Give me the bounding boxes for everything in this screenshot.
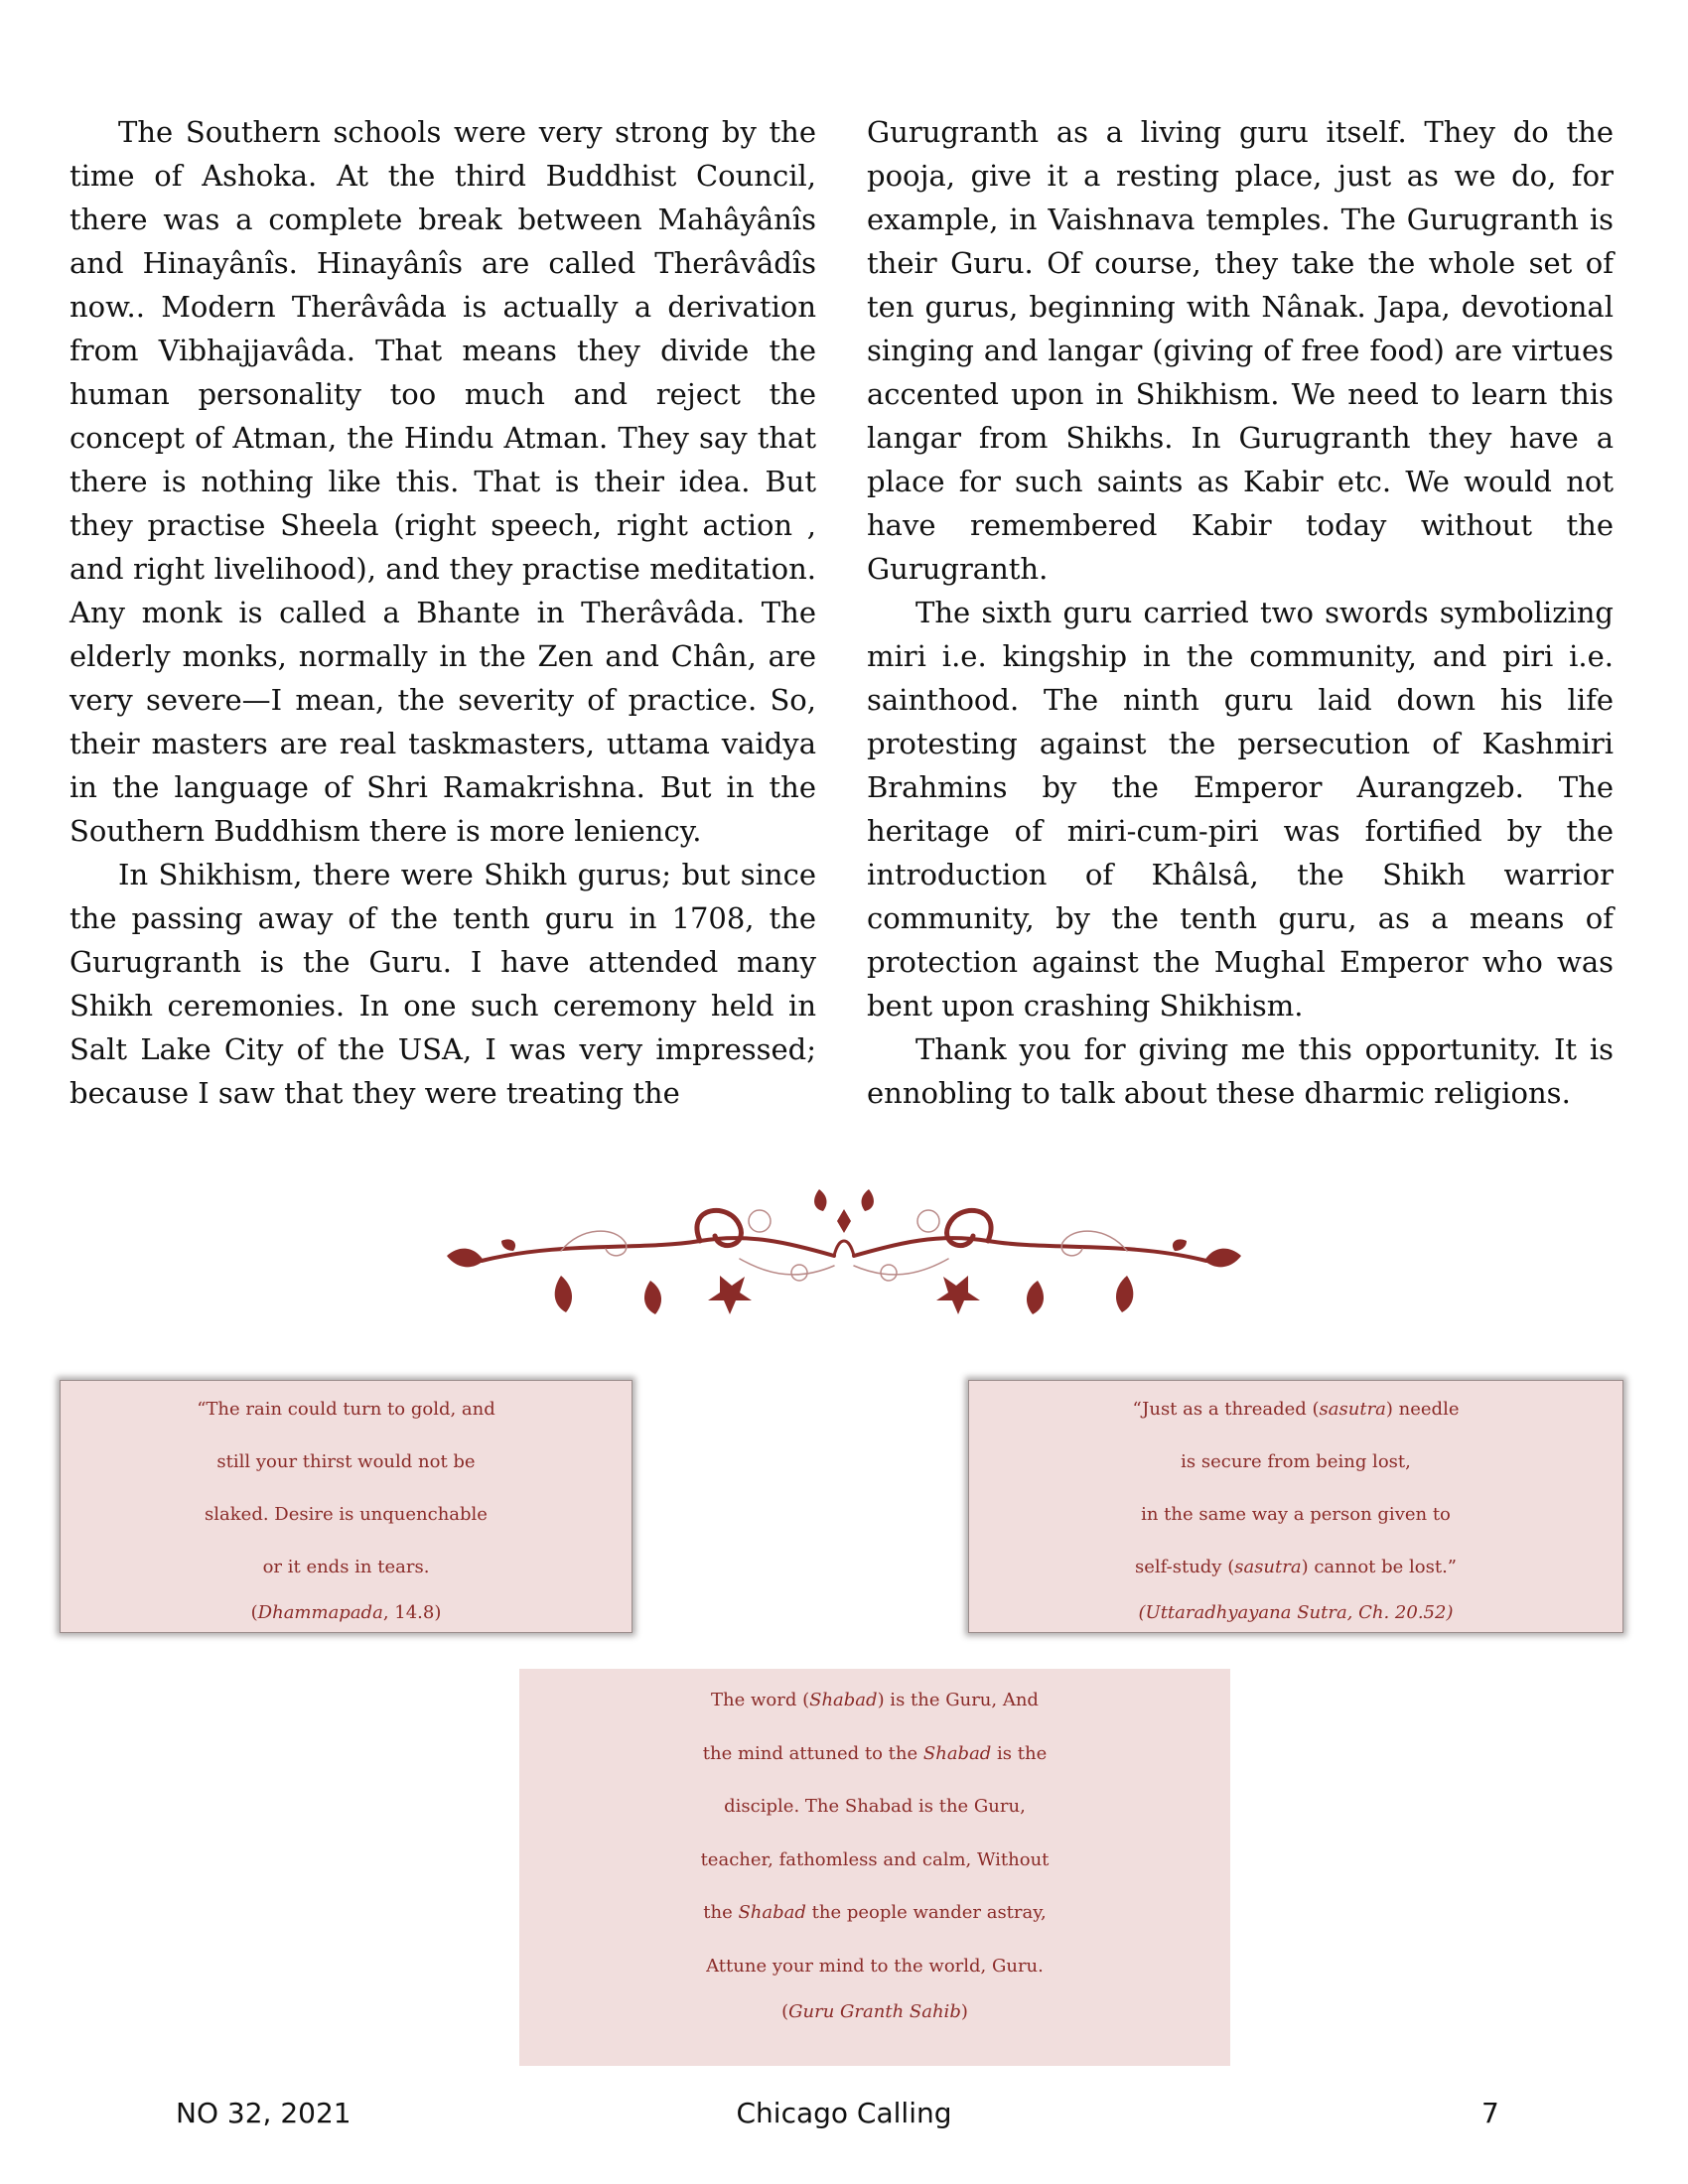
quote-line: The word (Shabad) is the Guru, And	[711, 1690, 1039, 1710]
quote-line: self-study (sasutra) cannot be lost.”	[1134, 1557, 1458, 1577]
article-paragraph: The sixth guru carried two swords symbolizing miri i.e. kingship in the community, and piri i.e. sainthood. The ninth guru laid down his life protesting against the persecution of Kashmiri Brahmins by the Emperor Aurangzeb. The heritage of miri-cum-piri was fortified by the introduction of Khâlsâ, the Shikh warrior community, by the tenth guru, as a means of protection against the Mughal Emperor who was bent upon crashing Shikhism.	[867, 595, 1614, 1023]
quote-line: “Just as a threaded (sasutra) needle	[1132, 1399, 1460, 1420]
article-right-column	[867, 111, 1614, 1116]
article-paragraph: Gurugranth as a living guru itself. They do the pooja, give it a resting place, just as we do, for example, in Vaishnava temples. The Gurugranth is their Guru. Of course, they take the whole set of ten gurus, beginning with Nânak. Japa, devotional singing and langar (giving of free food) are virtues accented upon in Shikhism. We need to learn this langar from Shikhs. In Gurugranth they have a place for such saints as Kabir etc. We would not have remembered Kabir today without the Gurugranth.	[867, 115, 1614, 586]
quote-box-dhammapada	[60, 1380, 633, 1633]
quote-line: the mind attuned to the Shabad is the	[702, 1742, 1048, 1764]
quote-line: teacher, fathomless and calm, Without	[700, 1848, 1050, 1870]
quote-line: the Shabad the people wander astray,	[703, 1902, 1047, 1923]
quote-line: slaked. Desire is unquenchable	[205, 1504, 488, 1525]
quote-line: or it ends in tears.	[262, 1557, 430, 1577]
footer-page-number: 7	[1481, 2097, 1499, 2129]
article-paragraph: In Shikhism, there were Shikh gurus; but since the passing away of the tenth guru in 1708, the Gurugranth is the Guru. I have attended many Shikh ceremonies. In one such ceremony held in Salt Lake City of the USA, I was very impressed; because I saw that they were treating the	[70, 857, 816, 1110]
article-paragraph: Thank you for giving me this opportunity. It is ennobling to talk about these dharmic religions.	[867, 1031, 1614, 1110]
quote-line: in the same way a person given to	[1141, 1504, 1451, 1525]
quote-line: Attune your mind to the world, Guru.	[706, 1955, 1044, 1977]
quote-box-guru-granth	[519, 1669, 1230, 2066]
quote-line: is secure from being lost,	[1181, 1451, 1411, 1472]
quote-line: “The rain could turn to gold, and	[197, 1399, 495, 1420]
article-left-column	[70, 111, 816, 1116]
quote-source: (Dhammapada, 14.8)	[250, 1602, 442, 1623]
quote-line: still your thirst would not be	[216, 1451, 476, 1472]
quote-source: (Guru Granth Sahib)	[781, 2001, 968, 2022]
quote-box-uttaradhyayana	[968, 1380, 1623, 1633]
quote-source: (Uttaradhyayana Sutra, Ch. 20.52)	[1138, 1602, 1454, 1623]
floral-ornament-icon	[442, 1181, 1246, 1320]
footer-issue: NO 32, 2021	[176, 2097, 352, 2129]
article-paragraph: The Southern schools were very strong by the time of Ashoka. At the third Buddhist Council, there was a complete break between Mahâyânîs and Hinayânîs. Hinayânîs are called Therâvâdîs now.. Modern Therâvâda is actually a derivation from Vibhajjavâda. That means they divide the human personality too much and reject the concept of Atman, the Hindu Atman. They say that there is nothing like this. That is their idea. But they practise Sheela (right speech, right action , and right livelihood), and they practise meditation. Any monk is called a Bhante in Therâvâda. The elderly monks, normally in the Zen and Chân, are very severe—I mean, the severity of practice. So, their masters are real taskmasters, uttama vaidya in the language of Shri Ramakrishna. But in the Southern Buddhism there is more leniency.	[70, 115, 816, 848]
footer-magazine-title: Chicago Calling	[736, 2097, 952, 2129]
quote-line: disciple. The Shabad is the Guru,	[724, 1796, 1026, 1817]
